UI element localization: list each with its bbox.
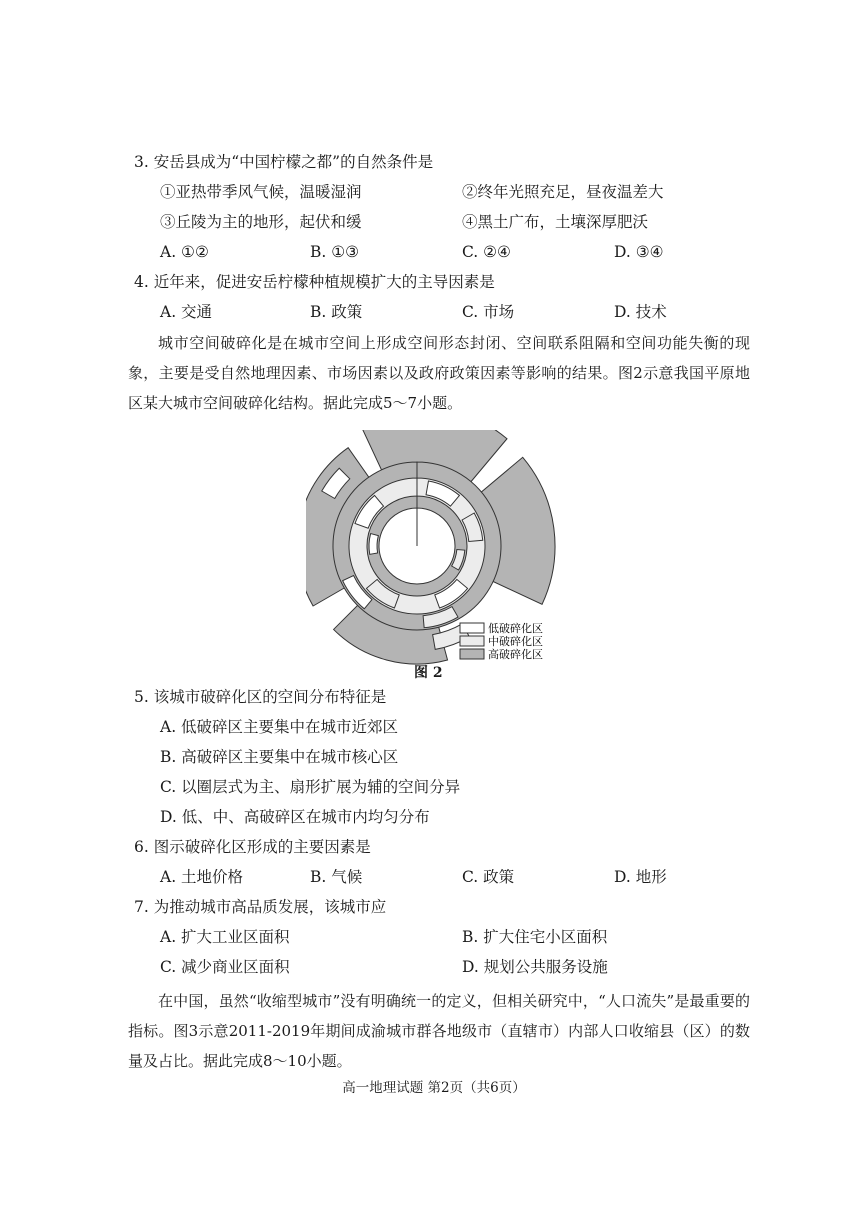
question-6-stem: 6. 图示破碎化区形成的主要因素是 xyxy=(134,838,371,856)
passage-2 xyxy=(128,986,750,1076)
ring-core xyxy=(379,508,455,584)
q4-option-b: B. 政策 xyxy=(310,303,363,321)
q5-option-c: C. 以圈层式为主、扇形扩展为辅的空间分异 xyxy=(160,778,461,796)
q4-option-a: A. 交通 xyxy=(160,303,213,321)
q4-option-c: C. 市场 xyxy=(462,303,515,321)
figure-legend xyxy=(460,621,543,661)
q6-option-b: B. 气候 xyxy=(310,868,363,886)
q7-option-c: C. 减少商业区面积 xyxy=(160,958,290,976)
question-4-stem: 4. 近年来，促进安岳柠檬种植规模扩大的主导因素是 xyxy=(134,273,495,291)
q6-option-a: A. 土地价格 xyxy=(160,868,244,886)
q6-option-c: C. 政策 xyxy=(462,868,515,886)
q7-option-b: B. 扩大住宅小区面积 xyxy=(462,928,608,946)
legend-label-mid: 中破碎化区 xyxy=(488,635,543,648)
page-footer: 高一地理试题 第2页（共6页） xyxy=(342,1080,526,1096)
question-7-stem: 7. 为推动城市高品质发展，该城市应 xyxy=(134,898,387,916)
figure-2-caption: 图 2 xyxy=(414,665,443,681)
passage-1 xyxy=(128,328,750,418)
q5-option-d: D. 低、中、高破碎区在城市内均匀分布 xyxy=(160,808,430,826)
q3-option-b: B. ①③ xyxy=(310,243,360,261)
figure-2-fragmentation-diagram xyxy=(306,430,568,686)
passage-2-text: 在中国，虽然“收缩型城市”没有明确统一的定义，但相关研究中，“人口流失”是最重要的指标。图3示意2011-2019年期间成渝城市群各地级市（直辖市）内部人口收缩县（区）的数量及占比。据此完成8～10小题。 xyxy=(128,992,750,1070)
legend-label-high: 高破碎化区 xyxy=(488,648,543,661)
legend-swatch-mid xyxy=(460,636,484,646)
q7-option-d: D. 规划公共服务设施 xyxy=(462,958,608,976)
q4-option-d: D. 技术 xyxy=(614,303,667,321)
legend-swatch-high xyxy=(460,649,484,659)
q3-option-d: D. ③④ xyxy=(614,243,664,261)
passage-1-text: 城市空间破碎化是在城市空间上形成空间形态封闭、空间联系阻隔和空间功能失衡的现象，主要是受自然地理因素、市场因素以及政府政策因素等影响的结果。图2示意我国平原地区某大城市空间破碎化结构。据此完成5～7小题。 xyxy=(128,334,750,412)
legend-label-low: 低破碎化区 xyxy=(488,622,543,635)
patch-9 xyxy=(369,534,378,555)
q3-statement-2: ②终年光照充足，昼夜温差大 xyxy=(462,183,664,201)
q7-option-a: A. 扩大工业区面积 xyxy=(160,928,290,946)
question-5-stem: 5. 该城市破碎化区的空间分布特征是 xyxy=(134,688,387,706)
q5-option-a: A. 低破碎区主要集中在城市近郊区 xyxy=(160,718,399,736)
legend-swatch-low xyxy=(460,623,484,633)
q3-option-a: A. ①② xyxy=(160,243,209,261)
q3-statement-3: ③丘陵为主的地形，起伏和缓 xyxy=(160,213,362,231)
q3-statement-1: ①亚热带季风气候，温暖湿润 xyxy=(160,183,362,201)
q5-option-b: B. 高破碎区主要集中在城市核心区 xyxy=(160,748,399,766)
q3-statement-4: ④黑土广布，土壤深厚肥沃 xyxy=(462,213,649,231)
question-3-stem: 3. 安岳县成为“中国柠檬之都”的自然条件是 xyxy=(134,153,434,171)
q3-option-c: C. ②④ xyxy=(462,243,511,261)
q6-option-d: D. 地形 xyxy=(614,868,667,886)
